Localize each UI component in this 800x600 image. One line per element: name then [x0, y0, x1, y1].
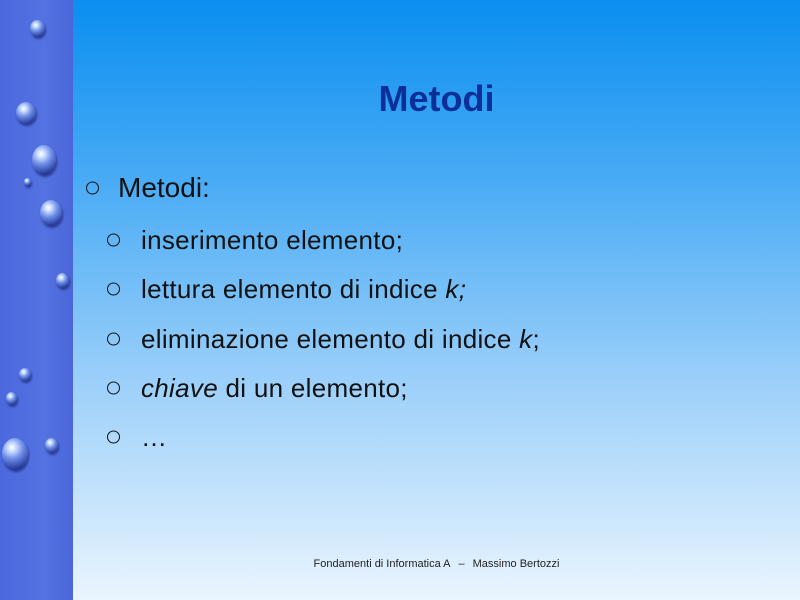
circle-bullet-icon [107, 431, 120, 444]
footer-separator: – [458, 558, 465, 570]
water-drop-icon [6, 392, 17, 405]
water-drop-icon [32, 145, 56, 175]
main-bullet-text: Metodi: [118, 172, 210, 203]
water-drop-icon [16, 102, 36, 124]
circle-bullet-icon [107, 283, 120, 296]
circle-bullet-icon [107, 382, 120, 395]
list-item [107, 420, 167, 454]
decorative-sidebar [0, 0, 73, 600]
water-drop-icon [2, 438, 28, 470]
footer-course: Fondamenti di Informatica A [313, 558, 451, 570]
list-item [107, 371, 408, 405]
water-drop-icon [19, 368, 31, 381]
list-item [107, 223, 403, 257]
water-drop-icon [56, 273, 69, 288]
list-item-text: … [141, 422, 168, 452]
footer-author: Massimo Bertozzi [472, 558, 560, 570]
circle-bullet-icon [86, 182, 99, 195]
list-item-text: inserimento elemento; [141, 225, 404, 255]
water-drop-icon [24, 178, 31, 186]
main-bullet [86, 170, 210, 206]
water-drop-icon [45, 438, 58, 453]
list-item-text: chiave di un elemento; [141, 373, 408, 403]
list-item [107, 322, 540, 356]
list-item-text: lettura elemento di indice k; [141, 274, 467, 304]
circle-bullet-icon [107, 234, 120, 247]
water-drop-icon [40, 200, 62, 226]
list-item-text: eliminazione elemento di indice k; [141, 324, 540, 354]
circle-bullet-icon [107, 333, 120, 346]
list-item [107, 272, 466, 306]
water-drop-icon [30, 20, 45, 37]
slide-footer [73, 558, 800, 570]
slide-title: Metodi [378, 78, 495, 119]
